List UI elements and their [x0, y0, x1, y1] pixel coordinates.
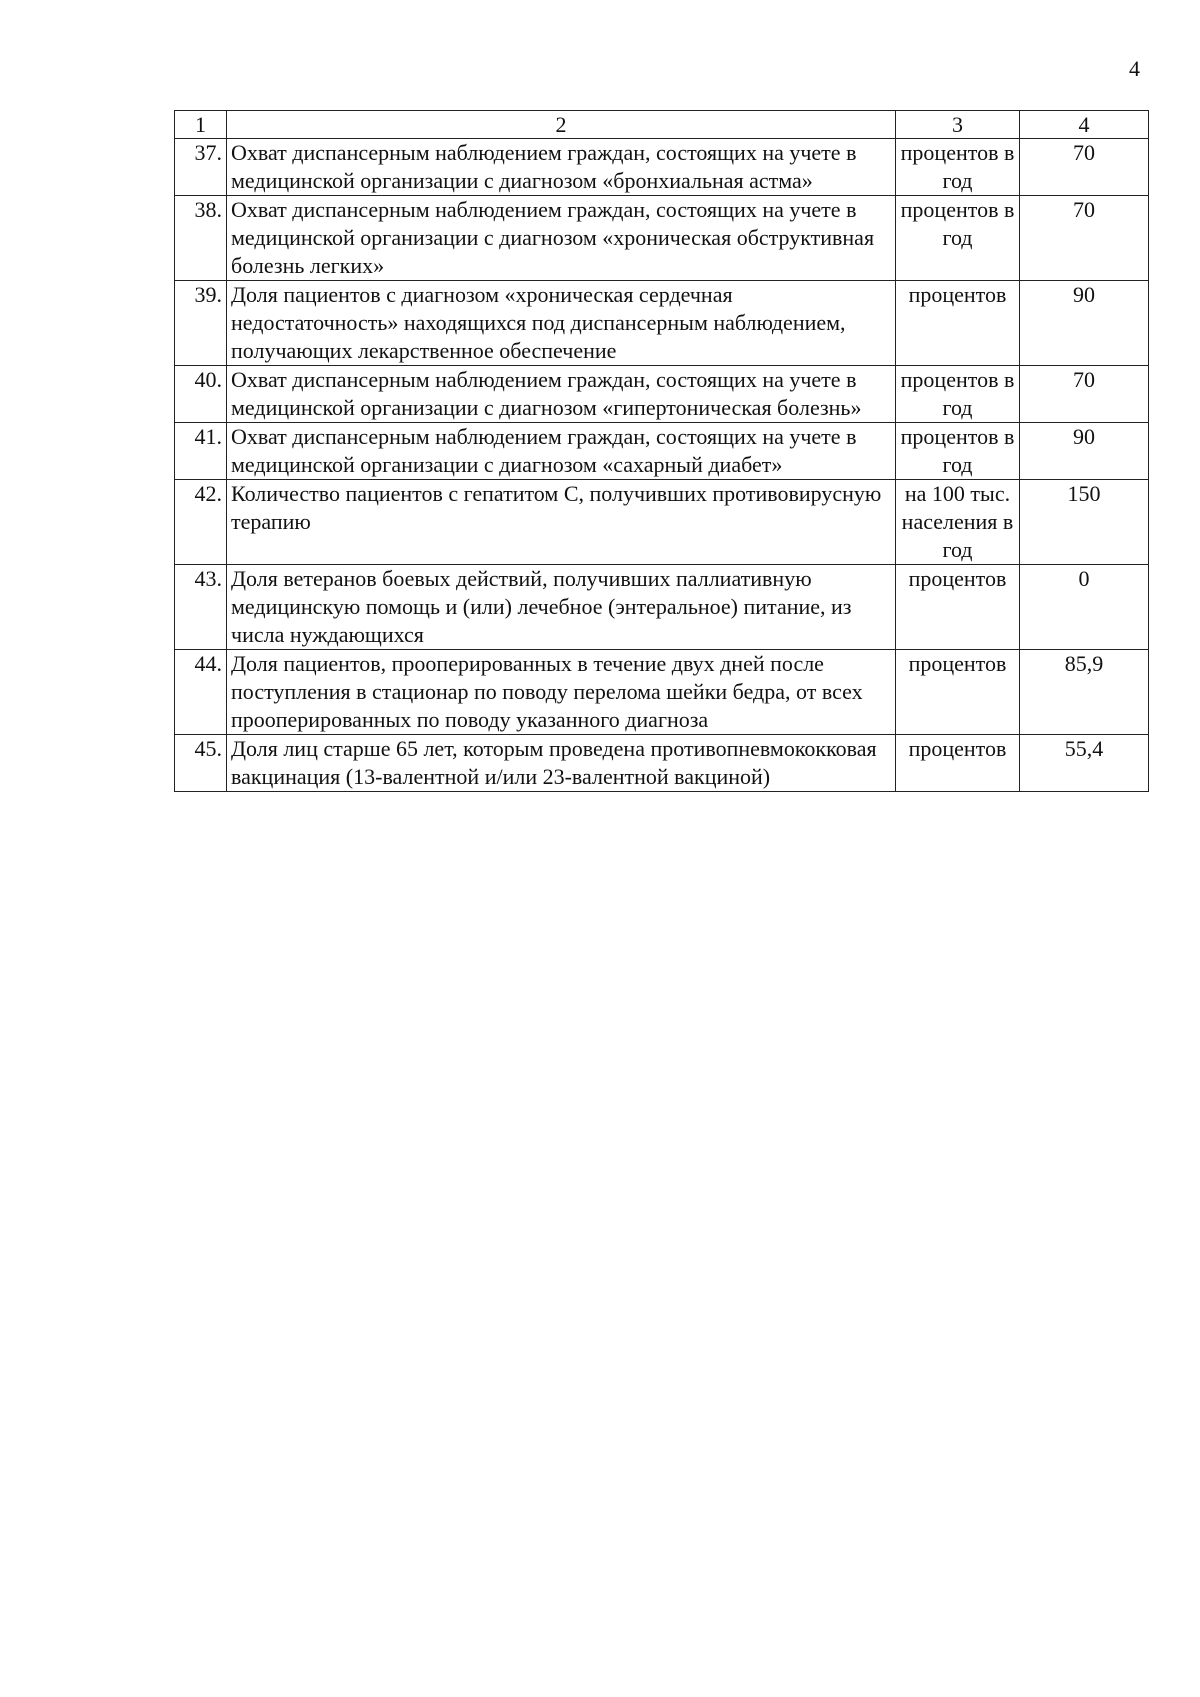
unit: процентов в год [896, 139, 1020, 196]
table-row [175, 139, 1149, 196]
unit: процентов [896, 281, 1020, 366]
value: 150 [1020, 480, 1149, 565]
row-number: 37. [175, 139, 227, 196]
value: 90 [1020, 281, 1149, 366]
indicator-name: Охват диспансерным наблюдением граждан, состоящих на учете в медицинской организации с диагнозом «хроническая обструктивная болезнь легких» [227, 196, 896, 281]
row-number: 43. [175, 565, 227, 650]
table-row [175, 735, 1149, 792]
unit: процентов [896, 735, 1020, 792]
table-row [175, 650, 1149, 735]
header-cell: 1 [175, 111, 227, 139]
value: 0 [1020, 565, 1149, 650]
unit: процентов в год [896, 196, 1020, 281]
value: 70 [1020, 196, 1149, 281]
header-cell: 3 [896, 111, 1020, 139]
value: 85,9 [1020, 650, 1149, 735]
indicator-name: Доля лиц старше 65 лет, которым проведена противопневмококковая вакцинация (13-валентной и/или 23-валентной вакциной) [227, 735, 896, 792]
row-number: 39. [175, 281, 227, 366]
row-number: 41. [175, 423, 227, 480]
indicator-name: Доля пациентов, прооперированных в течение двух дней после поступления в стационар по поводу перелома шейки бедра, от всех прооперированных по поводу указанного диагноза [227, 650, 896, 735]
unit: процентов [896, 565, 1020, 650]
page-number: 4 [1129, 56, 1140, 81]
indicator-name: Охват диспансерным наблюдением граждан, состоящих на учете в медицинской организации с диагнозом «сахарный диабет» [227, 423, 896, 480]
unit: процентов в год [896, 366, 1020, 423]
unit: на 100 тыс. населения в год [896, 480, 1020, 565]
table-header-row [175, 111, 1149, 139]
row-number: 42. [175, 480, 227, 565]
indicator-name: Доля пациентов с диагнозом «хроническая сердечная недостаточность» находящихся под диспансерным наблюдением, получающих лекарственное обеспечение [227, 281, 896, 366]
indicator-name: Доля ветеранов боевых действий, получивших паллиативную медицинскую помощь и (или) лечебное (энтеральное) питание, из числа нуждающихся [227, 565, 896, 650]
table-row [175, 480, 1149, 565]
value: 55,4 [1020, 735, 1149, 792]
indicator-name: Охват диспансерным наблюдением граждан, состоящих на учете в медицинской организации с диагнозом «бронхиальная астма» [227, 139, 896, 196]
header-cell: 2 [227, 111, 896, 139]
value: 70 [1020, 139, 1149, 196]
table-row [175, 423, 1149, 480]
table-row [175, 366, 1149, 423]
indicator-name: Охват диспансерным наблюдением граждан, состоящих на учете в медицинской организации с диагнозом «гипертоническая болезнь» [227, 366, 896, 423]
indicator-name: Количество пациентов с гепатитом С, получивших противовирусную терапию [227, 480, 896, 565]
table-row [175, 281, 1149, 366]
row-number: 38. [175, 196, 227, 281]
indicators-table [174, 110, 1149, 792]
value: 90 [1020, 423, 1149, 480]
header-cell: 4 [1020, 111, 1149, 139]
row-number: 40. [175, 366, 227, 423]
row-number: 44. [175, 650, 227, 735]
table-row [175, 196, 1149, 281]
unit: процентов в год [896, 423, 1020, 480]
row-number: 45. [175, 735, 227, 792]
value: 70 [1020, 366, 1149, 423]
table-row [175, 565, 1149, 650]
unit: процентов [896, 650, 1020, 735]
